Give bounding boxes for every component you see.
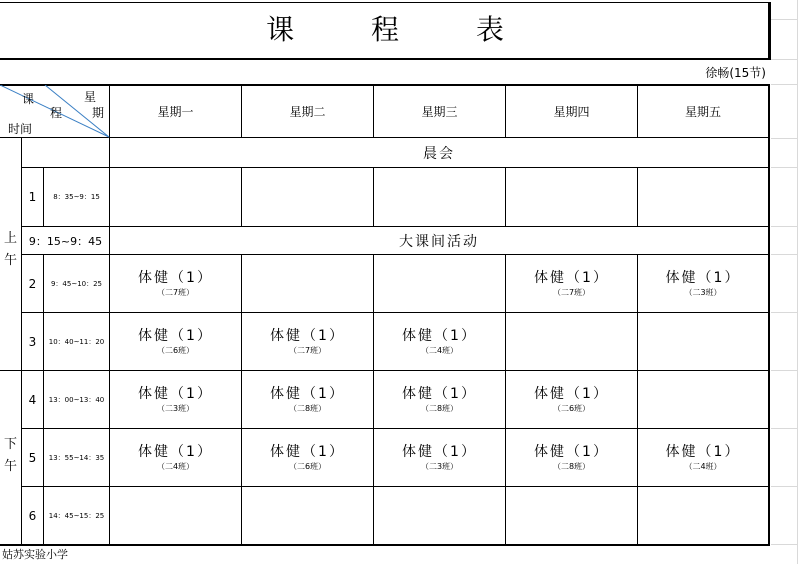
period-number: 6	[28, 508, 37, 523]
corner-label: 星	[84, 90, 97, 104]
class-name: （二3班）	[684, 287, 722, 297]
corner-label: 时间	[8, 122, 33, 136]
class-name: （二6班）	[288, 461, 327, 471]
course-name: 体健（1）	[138, 385, 213, 402]
day-header: 星期三	[421, 105, 458, 119]
day-header: 星期四	[553, 105, 590, 119]
schedule-cell	[638, 255, 768, 312]
course-name: 体健（1）	[402, 385, 477, 402]
grid-line	[771, 59, 798, 60]
schedule-cell	[110, 313, 241, 370]
col-line	[637, 167, 638, 226]
period-time: 10：40~11：20	[48, 337, 105, 346]
period-time: 8：35~9：15	[53, 193, 100, 201]
class-name: （二6班）	[156, 345, 195, 355]
course-name: 体健（1）	[402, 443, 477, 460]
class-name: （二7班）	[288, 345, 327, 355]
period-time: 13：00~13：40	[48, 395, 105, 404]
grid-line	[771, 312, 798, 313]
section-char: 上	[3, 231, 17, 246]
class-name: （二3班）	[156, 403, 195, 413]
table-bottom-border	[0, 544, 770, 546]
class-name: （二8班）	[552, 461, 591, 471]
schedule-cell	[110, 429, 241, 486]
title-bottom-border	[0, 58, 770, 60]
teacher-label: 徐畅(15节)	[705, 66, 766, 80]
day-header: 星期五	[684, 105, 721, 119]
row-line	[22, 486, 770, 487]
schedule-cell	[242, 313, 373, 370]
schedule-cell	[374, 313, 505, 370]
schedule-cell	[374, 371, 505, 428]
title-char: 程	[370, 13, 399, 46]
section-label-afternoon	[0, 434, 21, 478]
period-number: 4	[28, 392, 37, 407]
course-name: 体健（1）	[665, 443, 741, 460]
schedule-cell	[506, 429, 637, 486]
period-number: 3	[28, 334, 37, 349]
col-line	[373, 167, 374, 226]
period-number: 5	[28, 450, 37, 465]
title-char: 课	[266, 13, 295, 46]
break-activity-banner: 大课间活动	[399, 233, 479, 250]
col-line	[241, 167, 242, 226]
class-name: （二7班）	[156, 287, 195, 297]
col-line	[505, 167, 506, 226]
morning-meeting-banner: 晨会	[423, 145, 455, 162]
schedule-cell	[506, 371, 637, 428]
period-time: 13：55~14：35	[48, 453, 105, 462]
course-name: 体健（1）	[138, 327, 213, 344]
school-name-footer: 姑苏实验小学	[2, 548, 68, 561]
class-name: （二3班）	[420, 461, 459, 471]
class-name: （二4班）	[420, 345, 459, 355]
period-number: 2	[28, 276, 37, 291]
grid-line	[771, 486, 798, 487]
schedule-cell	[242, 371, 373, 428]
day-header: 星期二	[289, 105, 326, 119]
course-name: 体健（1）	[534, 443, 609, 460]
class-name: （二4班）	[156, 461, 195, 471]
schedule-cell	[638, 429, 768, 486]
course-name: 体健（1）	[270, 385, 345, 402]
schedule-cell	[110, 255, 241, 312]
section-label-morning	[0, 228, 21, 272]
grid-line	[771, 167, 798, 168]
period-time: 14：45~15：25	[48, 511, 105, 520]
section-char: 下	[3, 437, 17, 452]
table-right-border	[768, 84, 770, 546]
title-right-border	[768, 2, 771, 60]
day-header: 星期一	[157, 105, 194, 119]
schedule-cell	[242, 429, 373, 486]
section-char: 午	[3, 459, 17, 474]
grid-line	[771, 544, 798, 545]
grid-line	[771, 138, 798, 139]
class-name: （二8班）	[288, 403, 327, 413]
class-name: （二8班）	[420, 403, 459, 413]
course-name: 体健（1）	[402, 327, 477, 344]
period-number: 1	[28, 190, 37, 204]
schedule-cell	[506, 255, 637, 312]
course-name: 体健（1）	[138, 269, 213, 286]
page-title	[0, 10, 770, 50]
grid-line	[771, 370, 798, 371]
corner-label: 程	[50, 106, 63, 120]
period-time: 9：45~10：25	[50, 279, 103, 288]
title-char: 表	[475, 13, 504, 46]
grid-line	[771, 226, 798, 227]
schedule-cell	[110, 371, 241, 428]
schedule-cell	[374, 429, 505, 486]
grid-line	[771, 19, 798, 20]
class-name: （二4班）	[684, 461, 722, 471]
row-line	[22, 167, 770, 168]
course-name: 体健（1）	[138, 443, 213, 460]
corner-label: 期	[92, 106, 105, 120]
grid-line	[771, 428, 798, 429]
corner-label: 课	[22, 92, 35, 106]
section-char: 午	[3, 253, 17, 268]
title-top-border	[0, 2, 770, 3]
class-name: （二7班）	[552, 287, 591, 297]
course-name: 体健（1）	[665, 269, 741, 286]
course-name: 体健（1）	[534, 269, 609, 286]
course-name: 体健（1）	[270, 327, 345, 344]
break-time: 9：15~9：45	[28, 234, 103, 248]
grid-line	[771, 254, 798, 255]
course-name: 体健（1）	[534, 385, 609, 402]
grid-line	[771, 84, 798, 85]
class-name: （二6班）	[552, 403, 591, 413]
course-name: 体健（1）	[270, 443, 345, 460]
